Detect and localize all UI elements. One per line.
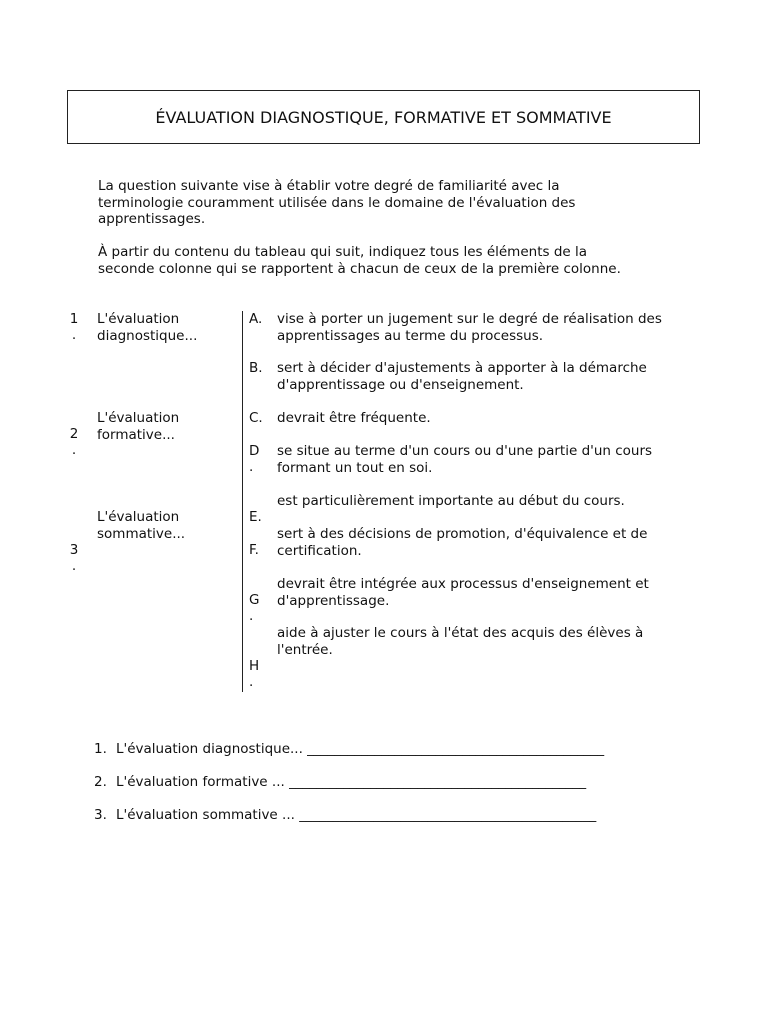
statement-letter: F. bbox=[249, 542, 259, 558]
statement-letter: G bbox=[249, 592, 260, 608]
left-item-line: formative... bbox=[97, 426, 175, 443]
intro-paragraph-1 bbox=[98, 178, 658, 228]
title-box bbox=[67, 90, 700, 144]
left-item-line: L'évaluation bbox=[97, 509, 180, 525]
statement-line: formant un tout en soi. bbox=[277, 459, 433, 476]
statement-line: d'apprentissage. bbox=[277, 592, 390, 609]
left-item-line: L'évaluation bbox=[97, 410, 180, 426]
intro-line: terminologie couramment utilisée dans le domaine de l'évaluation des bbox=[98, 194, 576, 211]
statement-b bbox=[277, 360, 697, 393]
statement-line: d'apprentissage ou d'enseignement. bbox=[277, 376, 524, 393]
statement-line: l'entrée. bbox=[277, 641, 333, 658]
statement-letter-dot: . bbox=[249, 459, 254, 475]
answer-line-diagnostique[interactable] bbox=[94, 741, 604, 758]
statement-letter: H bbox=[249, 658, 260, 674]
statement-line: sert à décider d'ajustements à apporter à la démarche bbox=[277, 360, 647, 376]
item-number: 1 bbox=[69, 311, 79, 327]
statement-letter: B. bbox=[249, 360, 263, 376]
item-number-dot: . bbox=[71, 442, 77, 458]
statement-line: vise à porter un jugement sur le degré de réalisation des bbox=[277, 311, 662, 327]
item-number: 2 bbox=[69, 426, 79, 442]
left-item-formative bbox=[97, 410, 232, 443]
item-number: 3 bbox=[69, 542, 79, 558]
statement-letter: A. bbox=[249, 311, 263, 327]
intro-paragraph-2 bbox=[98, 244, 658, 277]
left-item-line: diagnostique... bbox=[97, 327, 198, 344]
document-title: ÉVALUATION DIAGNOSTIQUE, FORMATIVE ET SOMMATIVE bbox=[155, 107, 612, 127]
statement-line: devrait être intégrée aux processus d'enseignement et bbox=[277, 576, 649, 592]
item-number-dot: . bbox=[71, 327, 77, 343]
left-item-sommative bbox=[97, 509, 232, 542]
answer-text: L'évaluation formative ... ____________________________________________ bbox=[116, 774, 587, 790]
statement-letter: E. bbox=[249, 509, 262, 525]
statement-f bbox=[277, 526, 697, 559]
answer-text: L'évaluation diagnostique... ____________________________________________ bbox=[116, 741, 605, 757]
statement-letter-dot: . bbox=[249, 674, 254, 690]
statement-line: sert à des décisions de promotion, d'équivalence et de bbox=[277, 526, 648, 542]
statement-letter: C. bbox=[249, 410, 263, 426]
column-divider bbox=[242, 311, 243, 692]
left-item-line: sommative... bbox=[97, 525, 186, 542]
answer-number: 3. bbox=[94, 807, 107, 823]
answer-line-formative[interactable] bbox=[94, 774, 586, 791]
answer-number: 2. bbox=[94, 774, 107, 790]
statement-line: devrait être fréquente. bbox=[277, 410, 431, 426]
intro-line: seconde colonne qui se rapportent à chacun de ceux de la première colonne. bbox=[98, 260, 621, 277]
statement-e bbox=[277, 493, 697, 510]
statement-letter-dot: . bbox=[249, 608, 254, 624]
statement-line: est particulièrement importante au début du cours. bbox=[277, 493, 625, 509]
intro-line: À partir du contenu du tableau qui suit, indiquez tous les éléments de la bbox=[98, 244, 588, 260]
statement-d bbox=[277, 443, 697, 476]
statement-line: se situe au terme d'un cours ou d'une partie d'un cours bbox=[277, 443, 653, 459]
statement-g bbox=[277, 576, 697, 609]
item-number-dot: . bbox=[71, 558, 77, 574]
intro-line: apprentissages. bbox=[98, 211, 206, 227]
statement-line: aide à ajuster le cours à l'état des acquis des élèves à bbox=[277, 625, 644, 641]
statement-line: certification. bbox=[277, 542, 362, 559]
answer-text: L'évaluation sommative ... ____________________________________________ bbox=[116, 807, 597, 823]
statement-h bbox=[277, 625, 697, 658]
intro-line: La question suivante vise à établir votre degré de familiarité avec la bbox=[98, 178, 560, 194]
statement-a bbox=[277, 311, 697, 344]
statement-letter: D bbox=[249, 443, 260, 459]
statement-line: apprentissages au terme du processus. bbox=[277, 327, 544, 344]
left-item-line: L'évaluation bbox=[97, 311, 180, 327]
answer-number: 1. bbox=[94, 741, 107, 757]
left-item-diagnostique bbox=[97, 311, 232, 344]
answer-line-sommative[interactable] bbox=[94, 807, 596, 824]
statement-c bbox=[277, 410, 697, 427]
